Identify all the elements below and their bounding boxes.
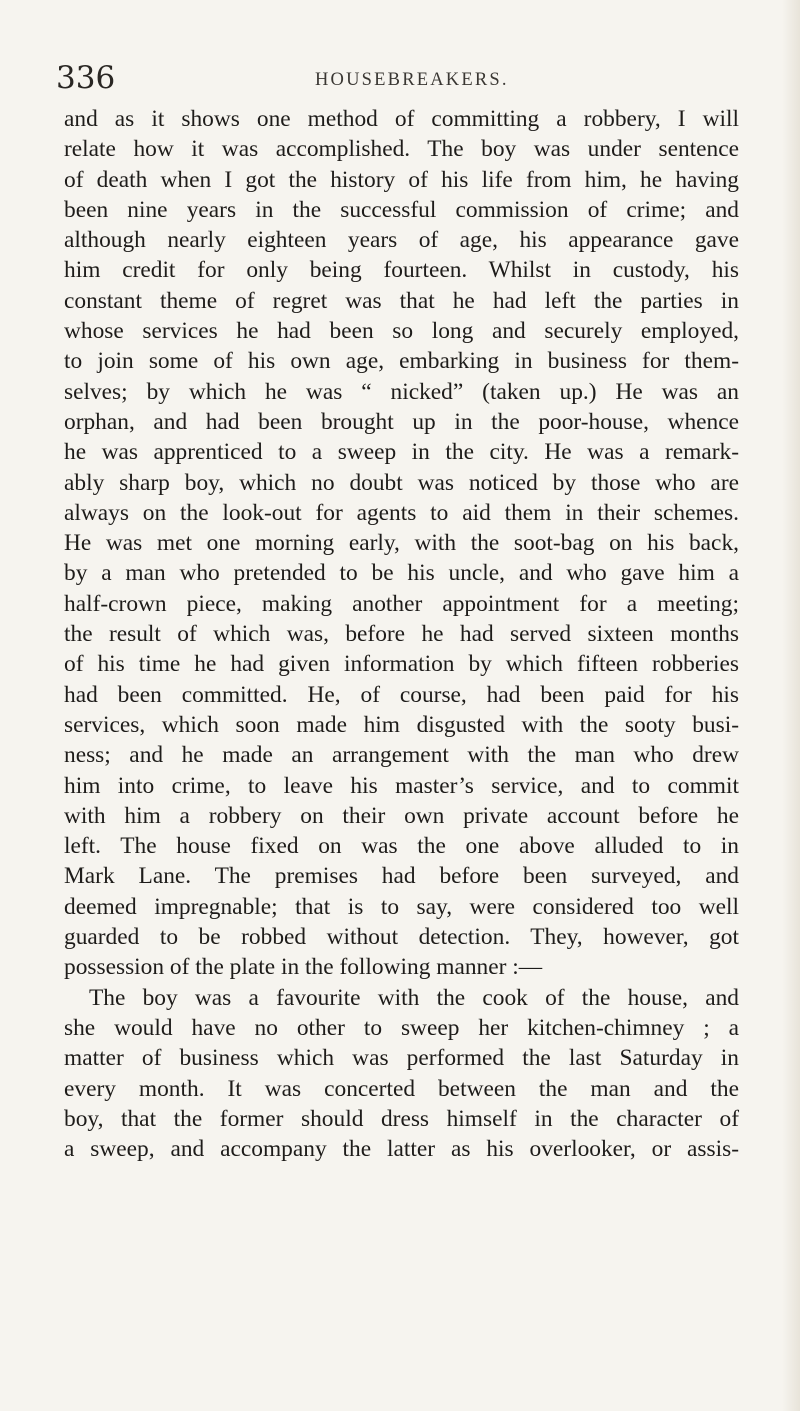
text-line: whose services he had been so long and securely employed, [64,318,739,345]
text-line: and as it shows one method of committing a robbery, I will [64,106,739,132]
text-line: always on the look-out for agents to aid them in their schemes. [64,499,739,526]
text-line: services, which soon made him disgusted with the sooty busi- [64,711,739,738]
text-line: to join some of his own age, embarking in business for them- [64,348,739,375]
text-line: had been committed. He, of course, had been paid for his [64,681,739,708]
text-line: every month. It was concerted between the man and the [64,1075,739,1102]
running-title: HOUSEBREAKERS. [315,70,509,90]
text-line: him credit for only being fourteen. Whilst in custody, his [64,257,739,284]
text-line: been nine years in the successful commission of crime; and [64,196,739,223]
text-line: matter of business which was performed the last Saturday in [64,1045,739,1072]
text-line: of his time he had given information by which fifteen robberies [64,651,739,678]
text-line: by a man who pretended to be his uncle, and who gave him a [64,560,739,587]
page-edge-shadow [782,0,800,1411]
text-line: deemed impregnable; that is to say, were considered too well [64,893,739,920]
text-line: with him a robbery on their own private account before he [64,802,739,829]
text-line: He was met one morning early, with the soot-bag on his back, [64,530,739,557]
text-line: ness; and he made an arrangement with the man who drew [64,742,739,769]
text-line: although nearly eighteen years of age, his appearance gave [64,227,739,254]
text-line: left. The house fixed on was the one above alluded to in [64,833,739,860]
text-line: orphan, and had been brought up in the poor-house, whence [64,408,739,435]
text-line: relate how it was accomplished. The boy was under sentence [64,136,739,163]
text-line: constant theme of regret was that he had left the parties in [64,287,739,314]
text-line: guarded to be robbed without detection. They, however, got [64,924,739,951]
text-line: selves; by which he was “ nicked” (taken up.) He was an [64,378,739,405]
text-line: she would have no other to sweep her kitchen-chimney ; a [64,1014,739,1041]
text-line: the result of which was, before he had served sixteen months [64,621,739,648]
text-line: him into crime, to leave his master’s service, and to commit [64,772,739,799]
text-line: ably sharp boy, which no doubt was noticed by those who are [64,469,739,496]
running-head [0,50,800,96]
text-line: half-crown piece, making another appointment for a meeting; [64,590,739,617]
text-line-paragraph-start: The boy was a favourite with the cook of the house, and [89,984,739,1011]
body-text [64,104,739,1164]
page-number: 336 [56,60,116,96]
text-line: boy, that the former should dress himself in the character of [64,1105,739,1132]
text-line: of death when I got the history of his life from him, he having [64,166,739,193]
text-line: Mark Lane. The premises had before been surveyed, and [64,863,739,890]
text-line: possession of the plate in the following manner :— [64,954,543,981]
text-line: he was apprenticed to a sweep in the city. He was a remark- [64,439,739,466]
text-line: a sweep, and accompany the latter as his overlooker, or assis- [64,1136,739,1163]
